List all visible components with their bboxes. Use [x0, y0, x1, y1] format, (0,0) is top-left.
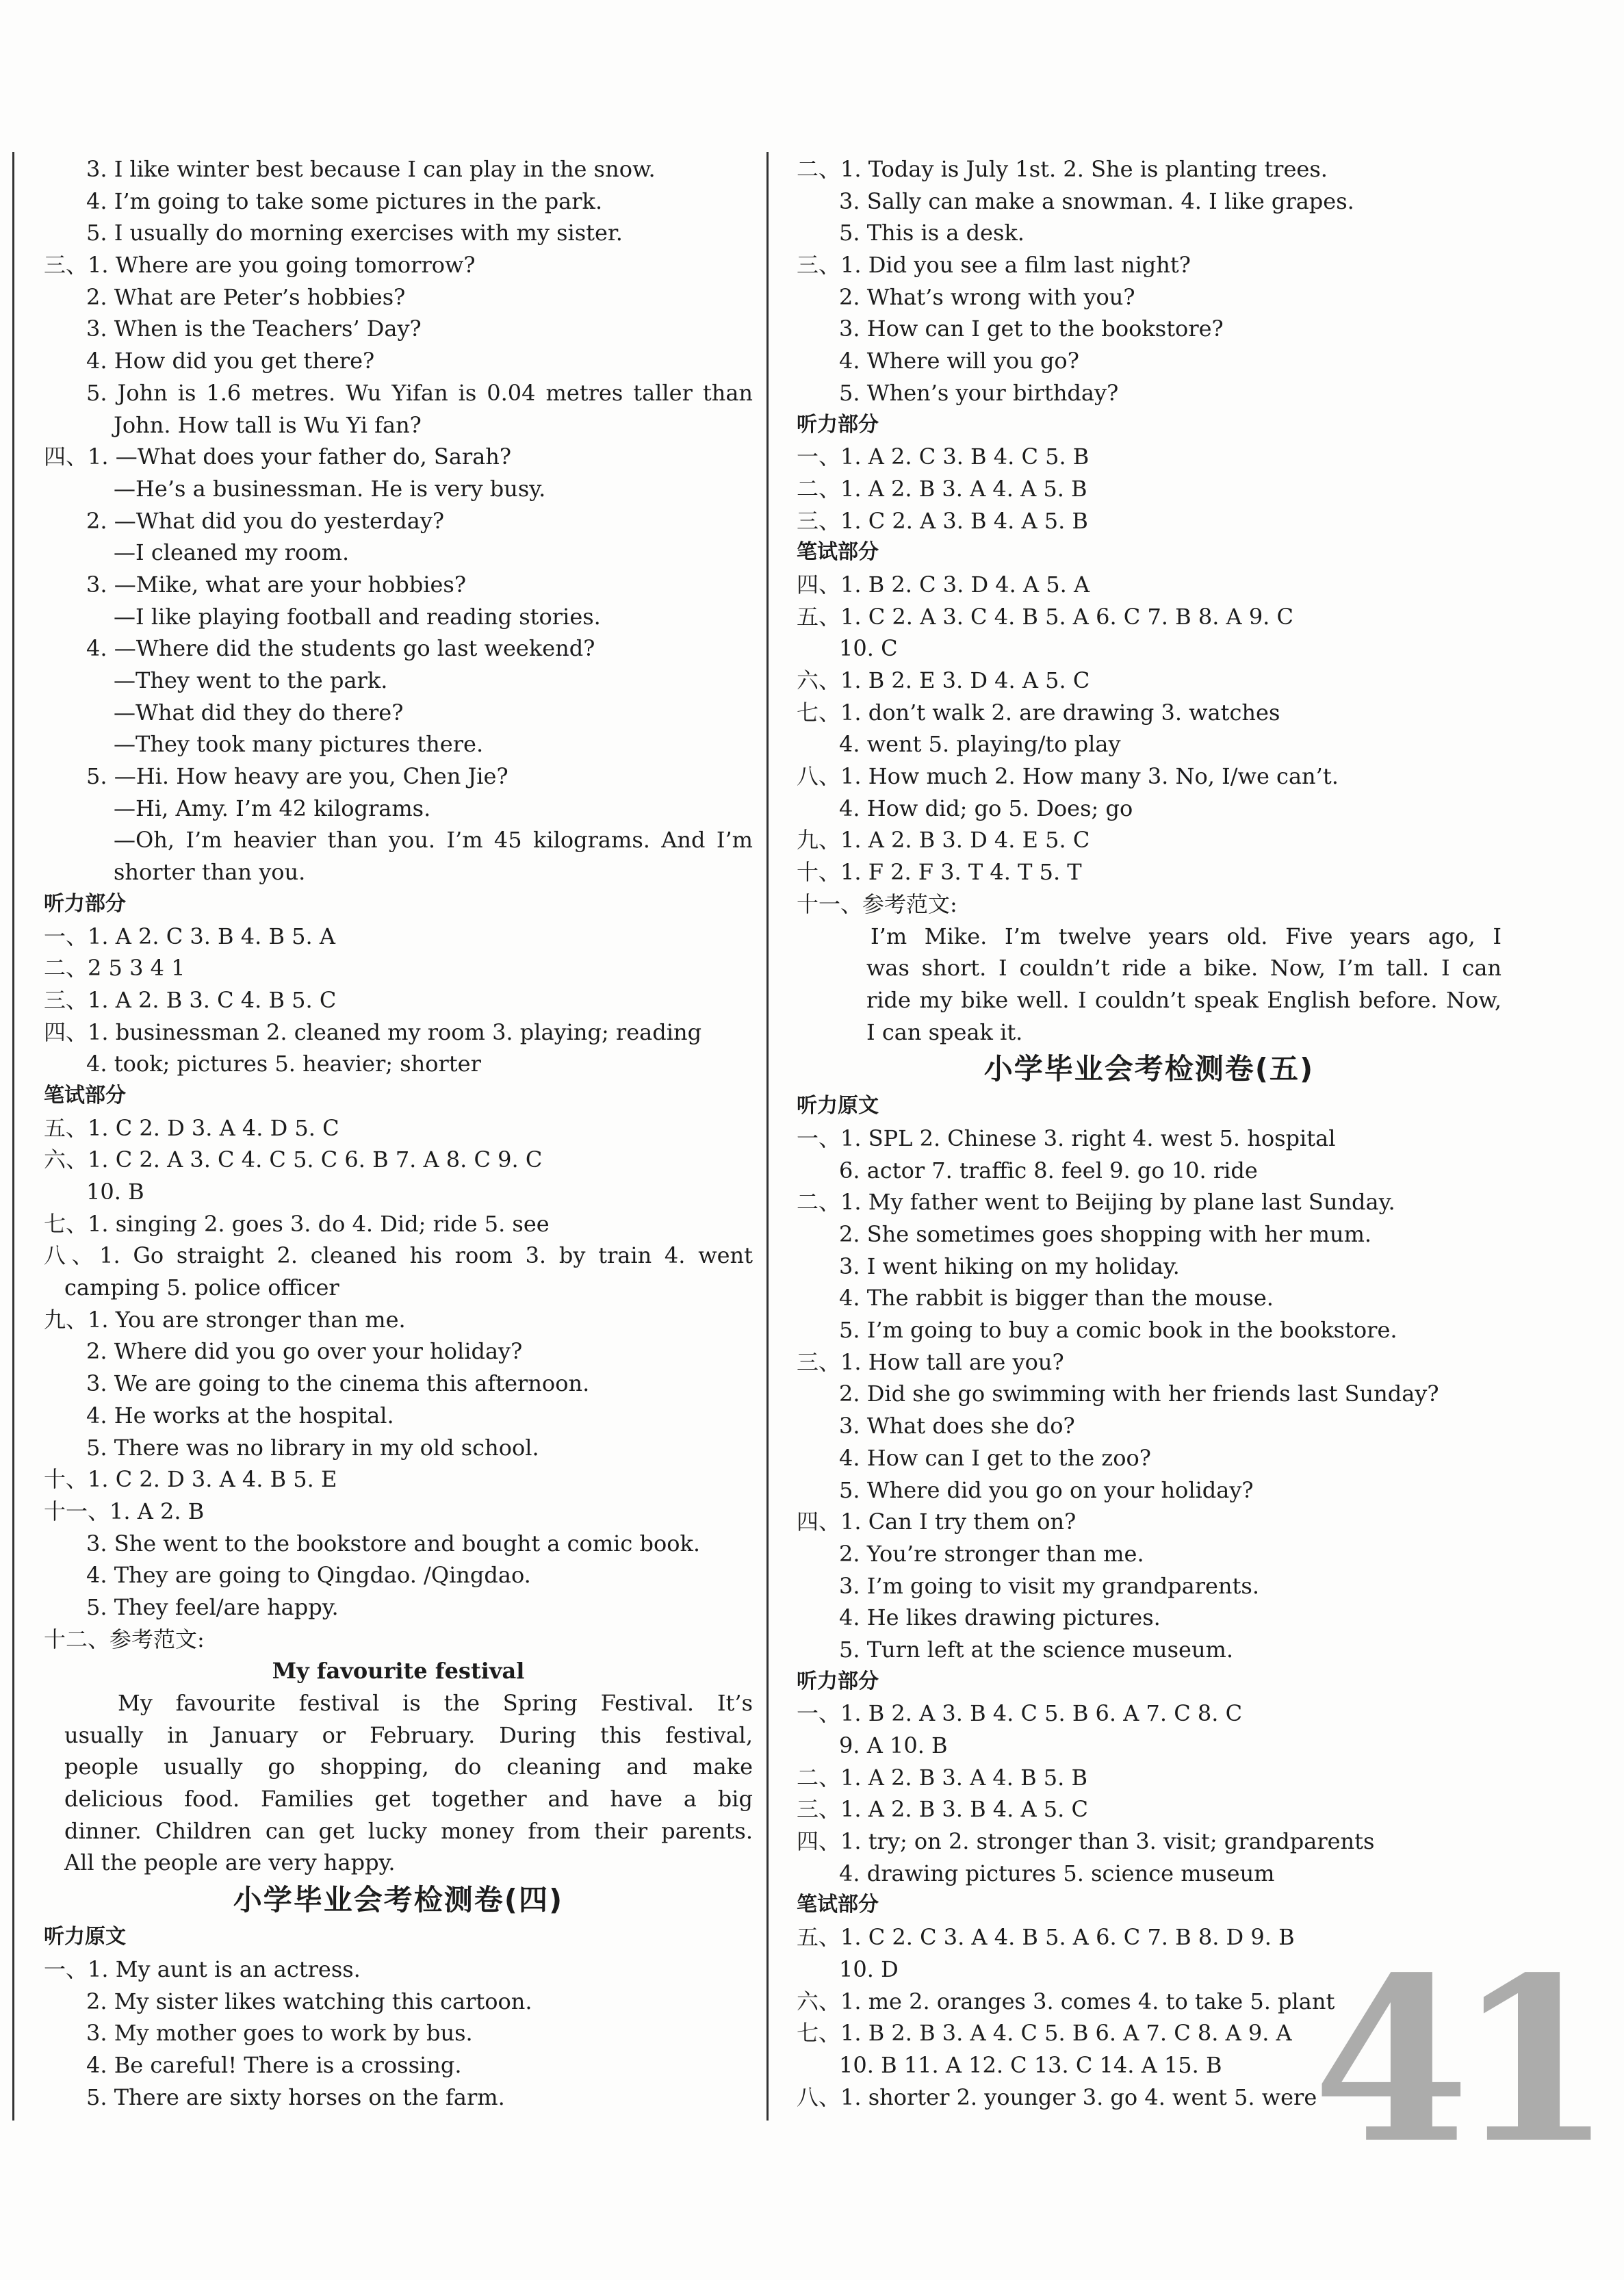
- answer-line: 3. I’m going to visit my grandparents.: [839, 1572, 1259, 1599]
- answer-line: I can speak it.: [866, 1019, 1023, 1045]
- section-heading: 听力部分: [797, 412, 879, 437]
- answer-line: 三、1. Where are you going tomorrow?: [44, 252, 476, 279]
- left-column: [44, 153, 753, 2113]
- answer-line: 4. He works at the hospital.: [86, 1402, 394, 1429]
- answer-line: 4. I’m going to take some pictures in the park.: [86, 188, 603, 214]
- answer-line: 5. Turn left at the science museum.: [839, 1636, 1234, 1663]
- answer-line: 十、1. C 2. D 3. A 4. B 5. E: [44, 1466, 337, 1493]
- answer-line: 3. How can I get to the bookstore?: [839, 316, 1224, 342]
- section-heading: 笔试部分: [797, 540, 879, 565]
- answer-line: 2. Where did you go over your holiday?: [86, 1338, 523, 1365]
- answer-line: 一、1. My aunt is an actress.: [44, 1956, 361, 1982]
- page-number: 41: [1313, 1927, 1600, 2193]
- answer-line: 2. Did she go swimming with her friends last Sunday?: [839, 1381, 1439, 1407]
- section-heading: 听力部分: [44, 891, 126, 916]
- answer-line: 10. B: [86, 1179, 144, 1205]
- answer-line: 一、1. SPL 2. Chinese 3. right 4. west 5. hospital: [797, 1125, 1336, 1151]
- section-heading: 听力原文: [797, 1094, 879, 1118]
- right-column: [797, 153, 1501, 2113]
- answer-line: 八、1. shorter 2. younger 3. go 4. went 5. were: [797, 2084, 1317, 2110]
- answer-line: 一、1. A 2. C 3. B 4. C 5. B: [797, 444, 1090, 470]
- answer-line: 2. What’s wrong with you?: [839, 283, 1135, 310]
- answer-line: 十二、参考范文:: [44, 1626, 205, 1652]
- answer-line: 4. How did you get there?: [86, 348, 375, 374]
- answer-line: 四、1. —What does your father do, Sarah?: [44, 444, 512, 470]
- answer-line: 3. When is the Teachers’ Day?: [86, 316, 422, 342]
- answer-line: 4. took; pictures 5. heavier; shorter: [86, 1051, 481, 1077]
- answer-line: shorter than you.: [114, 859, 306, 886]
- answer-line: 2. What are Peter’s hobbies?: [86, 283, 406, 310]
- answer-line: 5. There are sixty horses on the farm.: [86, 2084, 505, 2110]
- answer-line: 五、1. C 2. C 3. A 4. B 5. A 6. C 7. B 8. D 9. B: [797, 1924, 1295, 1951]
- answer-line: 4. drawing pictures 5. science museum: [839, 1860, 1275, 1886]
- answer-line: All the people are very happy.: [64, 1849, 396, 1876]
- answer-line: 八、1. How much 2. How many 3. No, I/we can’t.: [797, 763, 1339, 790]
- answer-line: 4. —Where did the students go last weekend?: [86, 635, 595, 662]
- answer-line: 5. This is a desk.: [839, 220, 1024, 246]
- answer-line: 3. My mother goes to work by bus.: [86, 2020, 473, 2047]
- answer-line: 3. I went hiking on my holiday.: [839, 1253, 1180, 1279]
- answer-line: —I like playing football and reading stories.: [114, 603, 601, 630]
- answer-line: 5. I usually do morning exercises with my sister.: [86, 220, 623, 246]
- answer-line: 5. They feel/are happy.: [86, 1593, 339, 1620]
- answer-line: people usually go shopping, do cleaning and make: [64, 1754, 753, 1780]
- answer-line: 6. actor 7. traffic 8. feel 9. go 10. ride: [839, 1157, 1258, 1183]
- answer-line: 十一、参考范文:: [797, 891, 957, 917]
- answer-line: 4. Be careful! There is a crossing.: [86, 2051, 462, 2078]
- answer-line: 二、1. A 2. B 3. A 4. B 5. B: [797, 1764, 1087, 1791]
- answer-line: 4. They are going to Qingdao. /Qingdao.: [86, 1562, 531, 1589]
- answer-line: 3. —Mike, what are your hobbies?: [86, 571, 466, 598]
- answer-line: 七、1. B 2. B 3. A 4. C 5. B 6. A 7. C 8. A 9. A: [797, 2020, 1292, 2047]
- answer-line: 2. You’re stronger than me.: [839, 1540, 1144, 1567]
- answer-line: camping 5. police officer: [64, 1275, 339, 1301]
- answer-line: 4. went 5. playing/to play: [839, 731, 1121, 758]
- answer-line: 六、1. me 2. oranges 3. comes 4. to take 5. plant: [797, 1988, 1335, 2014]
- answer-line: —I cleaned my room.: [114, 539, 350, 566]
- answer-line: 3. I like winter best because I can play in the snow.: [86, 156, 656, 182]
- answer-line: 三、1. C 2. A 3. B 4. A 5. B: [797, 507, 1088, 534]
- answer-line: 一、1. B 2. A 3. B 4. C 5. B 6. A 7. C 8. C: [797, 1700, 1243, 1727]
- answer-line: My favourite festival is the Spring Festival. It’s: [118, 1690, 753, 1716]
- answer-line: 四、1. businessman 2. cleaned my room 3. playing; reading: [44, 1019, 702, 1045]
- section-heading: 笔试部分: [44, 1083, 126, 1107]
- answer-line: 四、1. Can I try them on?: [797, 1509, 1077, 1535]
- answer-line: 2. —What did you do yesterday?: [86, 507, 445, 534]
- answer-line: 10. D: [839, 1956, 899, 1982]
- answer-line: 三、1. Did you see a film last night?: [797, 252, 1191, 279]
- section-heading: 听力部分: [797, 1669, 879, 1693]
- answer-line: 5. There was no library in my old school.: [86, 1434, 539, 1461]
- answer-line: was short. I couldn’t ride a bike. Now, I’m tall. I can: [866, 955, 1501, 982]
- answer-line: —Oh, I’m heavier than you. I’m 45 kilograms. And I’m: [114, 827, 753, 854]
- answer-line: 5. John is 1.6 metres. Wu Yifan is 0.04 metres taller than: [86, 379, 753, 406]
- answer-line: —They took many pictures there.: [114, 731, 484, 758]
- answer-line: 3. What does she do?: [839, 1413, 1075, 1439]
- answer-line: John. How tall is Wu Yi fan?: [114, 411, 422, 438]
- section-heading: 听力原文: [44, 1925, 126, 1949]
- answer-line: 4. How did; go 5. Does; go: [839, 795, 1133, 821]
- answer-line: —What did they do there?: [114, 699, 404, 726]
- answer-line: 3. Sally can make a snowman. 4. I like grapes.: [839, 188, 1354, 214]
- answer-line: 2. My sister likes watching this cartoon.: [86, 1988, 532, 2014]
- answer-line: —Hi, Amy. I’m 42 kilograms.: [114, 795, 431, 821]
- answer-line: delicious food. Families get together and have a big: [64, 1786, 753, 1813]
- answer-line: —They went to the park.: [114, 667, 388, 693]
- answer-line: 三、1. How tall are you?: [797, 1348, 1064, 1375]
- answer-line: 4. The rabbit is bigger than the mouse.: [839, 1285, 1274, 1311]
- answer-line: 二、2 5 3 4 1: [44, 955, 185, 982]
- exam-title: 小学毕业会考检测卷(四): [233, 1883, 564, 1917]
- answer-line: 5. —Hi. How heavy are you, Chen Jie?: [86, 763, 508, 790]
- answer-line: 九、1. A 2. B 3. D 4. E 5. C: [797, 827, 1090, 854]
- answer-line: 五、1. C 2. D 3. A 4. D 5. C: [44, 1114, 339, 1141]
- answer-line: 九、1. You are stronger than me.: [44, 1306, 406, 1333]
- essay-title: My favourite festival: [272, 1658, 525, 1685]
- section-heading: 笔试部分: [797, 1893, 879, 1917]
- answer-line: 4. He likes drawing pictures.: [839, 1604, 1161, 1631]
- answer-line: 三、1. A 2. B 3. C 4. B 5. C: [44, 986, 337, 1013]
- left-margin-rule: [12, 152, 14, 2121]
- answer-line: 八、1. Go straight 2. cleaned his room 3. by train 4. went: [44, 1242, 753, 1269]
- answer-line: 一、1. A 2. C 3. B 4. B 5. A: [44, 923, 335, 949]
- answer-line: 六、1. C 2. A 3. C 4. C 5. C 6. B 7. A 8. C 9. C: [44, 1147, 543, 1173]
- answer-line: 五、1. C 2. A 3. C 4. B 5. A 6. C 7. B 8. A 9. C: [797, 603, 1294, 630]
- exam-title: 小学毕业会考检测卷(五): [983, 1052, 1315, 1086]
- answer-line: 5. I’m going to buy a comic book in the bookstore.: [839, 1317, 1397, 1344]
- answer-line: 十一、1. A 2. B: [44, 1498, 205, 1524]
- answer-line: dinner. Children can get lucky money from their parents.: [64, 1817, 753, 1844]
- answer-line: 二、1. A 2. B 3. A 4. A 5. B: [797, 475, 1087, 502]
- answer-line: 二、1. Today is July 1st. 2. She is planting trees.: [797, 156, 1328, 182]
- column-divider: [766, 152, 769, 2121]
- answer-line: 3. We are going to the cinema this afternoon.: [86, 1370, 590, 1397]
- answer-line: 4. Where will you go?: [839, 348, 1079, 374]
- answer-line: 4. How can I get to the zoo?: [839, 1444, 1151, 1471]
- answer-line: 5. When’s your birthday?: [839, 379, 1119, 406]
- answer-line: 10. C: [839, 635, 898, 662]
- answer-line: 四、1. B 2. C 3. D 4. A 5. A: [797, 571, 1090, 598]
- answer-line: 二、1. My father went to Beijing by plane last Sunday.: [797, 1189, 1395, 1216]
- answer-line: usually in January or February. During this festival,: [64, 1721, 753, 1748]
- answer-line: 2. She sometimes goes shopping with her mum.: [839, 1221, 1372, 1247]
- answer-line: 10. B 11. A 12. C 13. C 14. A 15. B: [839, 2051, 1222, 2078]
- answer-line: —He’s a businessman. He is very busy.: [114, 475, 546, 502]
- answer-line: 9. A 10. B: [839, 1732, 948, 1758]
- answer-line: 3. She went to the bookstore and bought a comic book.: [86, 1530, 701, 1557]
- answer-line: 三、1. A 2. B 3. B 4. A 5. C: [797, 1796, 1088, 1823]
- answer-line: ride my bike well. I couldn’t speak English before. Now,: [866, 986, 1501, 1013]
- answer-line: I’m Mike. I’m twelve years old. Five years ago, I: [871, 923, 1501, 949]
- answer-line: 四、1. try; on 2. stronger than 3. visit; grandparents: [797, 1828, 1375, 1855]
- answer-line: 七、1. don’t walk 2. are drawing 3. watches: [797, 699, 1280, 726]
- answer-line: 十、1. F 2. F 3. T 4. T 5. T: [797, 859, 1082, 886]
- answer-line: 七、1. singing 2. goes 3. do 4. Did; ride 5. see: [44, 1210, 550, 1237]
- answer-line: 六、1. B 2. E 3. D 4. A 5. C: [797, 667, 1090, 693]
- answer-line: 5. Where did you go on your holiday?: [839, 1476, 1254, 1503]
